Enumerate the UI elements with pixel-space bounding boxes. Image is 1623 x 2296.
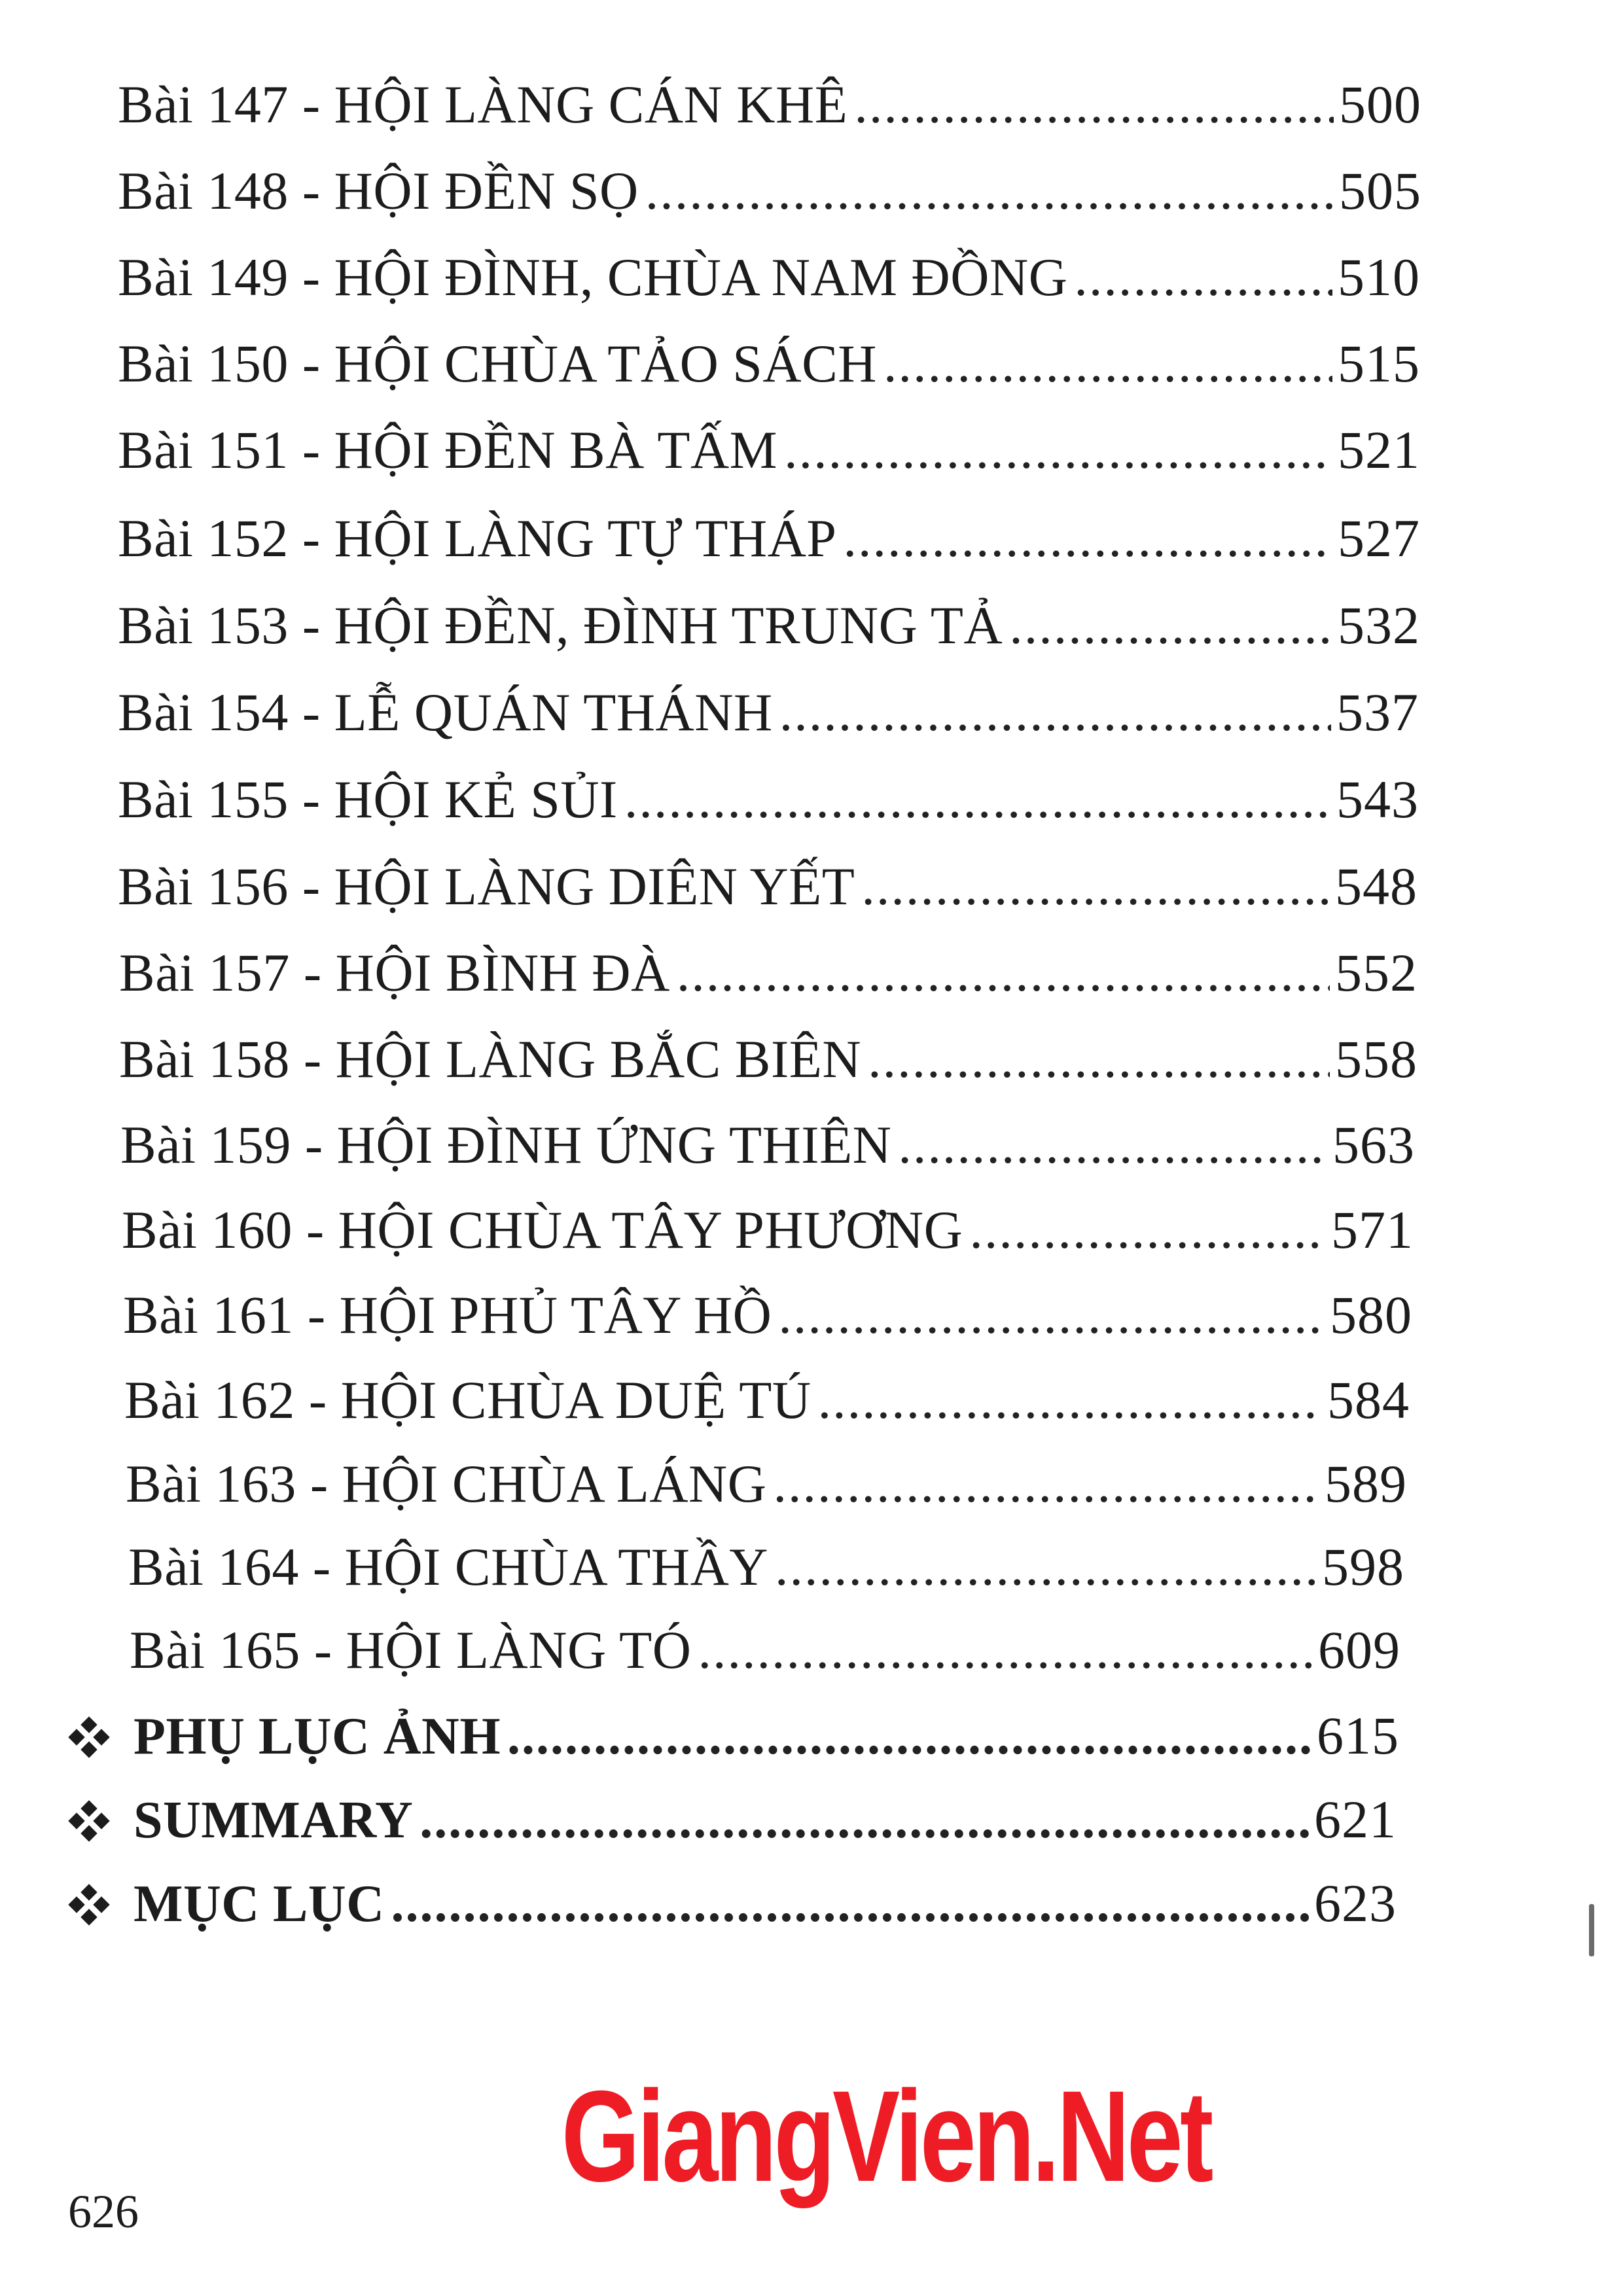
toc-entry-title: Bài 155 - HỘI KẺ SỦI (118, 769, 618, 829)
dot-leader (898, 1109, 1327, 1181)
dot-leader (1009, 590, 1332, 662)
toc-entry[interactable] (119, 1023, 1418, 1095)
toc-entry-page: 558 (1335, 1029, 1418, 1089)
dot-leader (861, 851, 1330, 923)
toc-entry-title: Bài 151 - HỘI ĐỀN BÀ TẤM (118, 420, 778, 480)
dot-leader (645, 155, 1334, 227)
toc-entry[interactable] (126, 1448, 1407, 1520)
toc-entry[interactable] (118, 851, 1418, 923)
toc-entry[interactable] (118, 414, 1420, 486)
toc-entry[interactable] (122, 1194, 1414, 1266)
toc-entry-page: 548 (1335, 857, 1418, 916)
toc-entry-page: 515 (1338, 334, 1420, 393)
toc-entry[interactable] (118, 677, 1419, 749)
toc-entry-page: 527 (1338, 508, 1420, 568)
toc-entry-page: 505 (1339, 161, 1421, 221)
toc-entry-page: 510 (1338, 247, 1420, 307)
dot-leader (391, 1868, 1309, 1940)
dot-leader (507, 1701, 1311, 1773)
toc-entry-title: Bài 152 - HỘI LÀNG TỰ THÁP (118, 508, 837, 568)
toc-entry[interactable] (118, 328, 1420, 400)
toc-entry-page: 589 (1325, 1454, 1407, 1513)
toc-entry-title: PHỤ LỤC ẢNH (134, 1708, 501, 1765)
dot-leader (969, 1194, 1326, 1266)
toc-entry-title: Bài 150 - HỘI CHÙA TẢO SÁCH (118, 334, 878, 393)
toc-entry-page: 563 (1332, 1115, 1415, 1174)
scan-edge-mark (1589, 1904, 1594, 1956)
toc-entry-page: 580 (1330, 1285, 1412, 1345)
toc-entry-title: Bài 164 - HỘI CHÙA THẦY (128, 1537, 769, 1597)
toc-entry-title: Bài 161 - HỘI PHỦ TÂY HỒ (123, 1285, 772, 1345)
toc-entry-page: 552 (1335, 943, 1418, 1002)
toc-entry-page: 609 (1318, 1620, 1400, 1680)
page-number: 626 (68, 2185, 139, 2238)
toc-appendix-entry[interactable] (134, 1700, 1399, 1772)
toc-entry-page: 543 (1336, 769, 1419, 829)
toc-entry-page: 500 (1339, 75, 1421, 134)
toc-entry[interactable] (130, 1614, 1400, 1686)
toc-entry-page: 621 (1314, 1790, 1397, 1849)
toc-entry[interactable] (118, 241, 1420, 313)
toc-entry-title: Bài 148 - HỘI ĐỀN SỌ (118, 161, 639, 221)
watermark: GiangVien.Net (561, 2064, 1211, 2208)
dot-leader (419, 1784, 1309, 1856)
toc-entry-page: 532 (1338, 595, 1420, 655)
dot-leader (784, 414, 1332, 486)
dot-leader (818, 1364, 1322, 1436)
dot-leader (883, 328, 1332, 400)
toc-appendix-entry[interactable] (134, 1784, 1397, 1856)
toc-entry-page: 584 (1327, 1370, 1410, 1430)
toc-entry-page: 615 (1317, 1706, 1399, 1765)
dot-leader (779, 677, 1331, 749)
diamond-bullet-icon (69, 1885, 109, 1924)
dot-leader (854, 69, 1334, 141)
toc-entry[interactable] (128, 1531, 1404, 1603)
toc-entry[interactable] (118, 503, 1420, 574)
toc-entry-title: Bài 159 - HỘI ĐÌNH ỨNG THIÊN (120, 1115, 892, 1174)
toc-entry-page: 571 (1331, 1200, 1414, 1260)
dot-leader (775, 1531, 1317, 1603)
toc-entry-title: Bài 157 - HỘI BÌNH ĐÀ (119, 943, 670, 1002)
dot-leader (698, 1614, 1313, 1686)
toc-entry-title: Bài 156 - HỘI LÀNG DIÊN YẾT (118, 857, 855, 916)
toc-entry-title: Bài 153 - HỘI ĐỀN, ĐÌNH TRUNG TẢ (118, 595, 1003, 655)
dot-leader (1074, 241, 1332, 313)
toc-entry-title: Bài 162 - HỘI CHÙA DUỆ TÚ (124, 1370, 812, 1430)
toc-entry[interactable] (120, 1109, 1415, 1181)
toc-entry-title: Bài 147 - HỘI LÀNG CÁN KHÊ (118, 75, 848, 134)
toc-entry-title: MỤC LỤC (134, 1875, 385, 1933)
toc-entry-page: 623 (1314, 1873, 1397, 1933)
toc-entry[interactable] (118, 69, 1421, 141)
dot-leader (844, 503, 1332, 574)
toc-entry[interactable] (123, 1279, 1412, 1351)
toc-entry-title: Bài 160 - HỘI CHÙA TÂY PHƯƠNG (122, 1200, 963, 1260)
toc-entry[interactable] (118, 764, 1419, 836)
toc-entry-page: 598 (1322, 1537, 1404, 1597)
toc-entry[interactable] (124, 1364, 1410, 1436)
toc-entry-title: Bài 163 - HỘI CHÙA LÁNG (126, 1454, 767, 1513)
toc-entry-title: Bài 165 - HỘI LÀNG TÓ (130, 1620, 692, 1680)
toc-entry-title: SUMMARY (134, 1792, 414, 1849)
toc-entry-title: Bài 158 - HỘI LÀNG BẮC BIÊN (119, 1029, 862, 1089)
toc-entry-title: Bài 149 - HỘI ĐÌNH, CHÙA NAM ĐỒNG (118, 247, 1068, 307)
dot-leader (773, 1448, 1319, 1520)
toc-entry-page: 521 (1338, 420, 1420, 480)
dot-leader (624, 764, 1331, 836)
diamond-bullet-icon (69, 1801, 109, 1841)
dot-leader (677, 937, 1330, 1009)
toc-entry-title: Bài 154 - LỄ QUÁN THÁNH (118, 682, 773, 742)
diamond-bullet-icon (69, 1718, 109, 1757)
dot-leader (778, 1279, 1325, 1351)
toc-entry[interactable] (118, 155, 1421, 227)
toc-entry[interactable] (119, 937, 1418, 1009)
toc-appendix-entry[interactable] (134, 1867, 1397, 1939)
dot-leader (868, 1023, 1330, 1095)
toc-entry-page: 537 (1336, 682, 1419, 742)
toc-entry[interactable] (118, 590, 1420, 662)
